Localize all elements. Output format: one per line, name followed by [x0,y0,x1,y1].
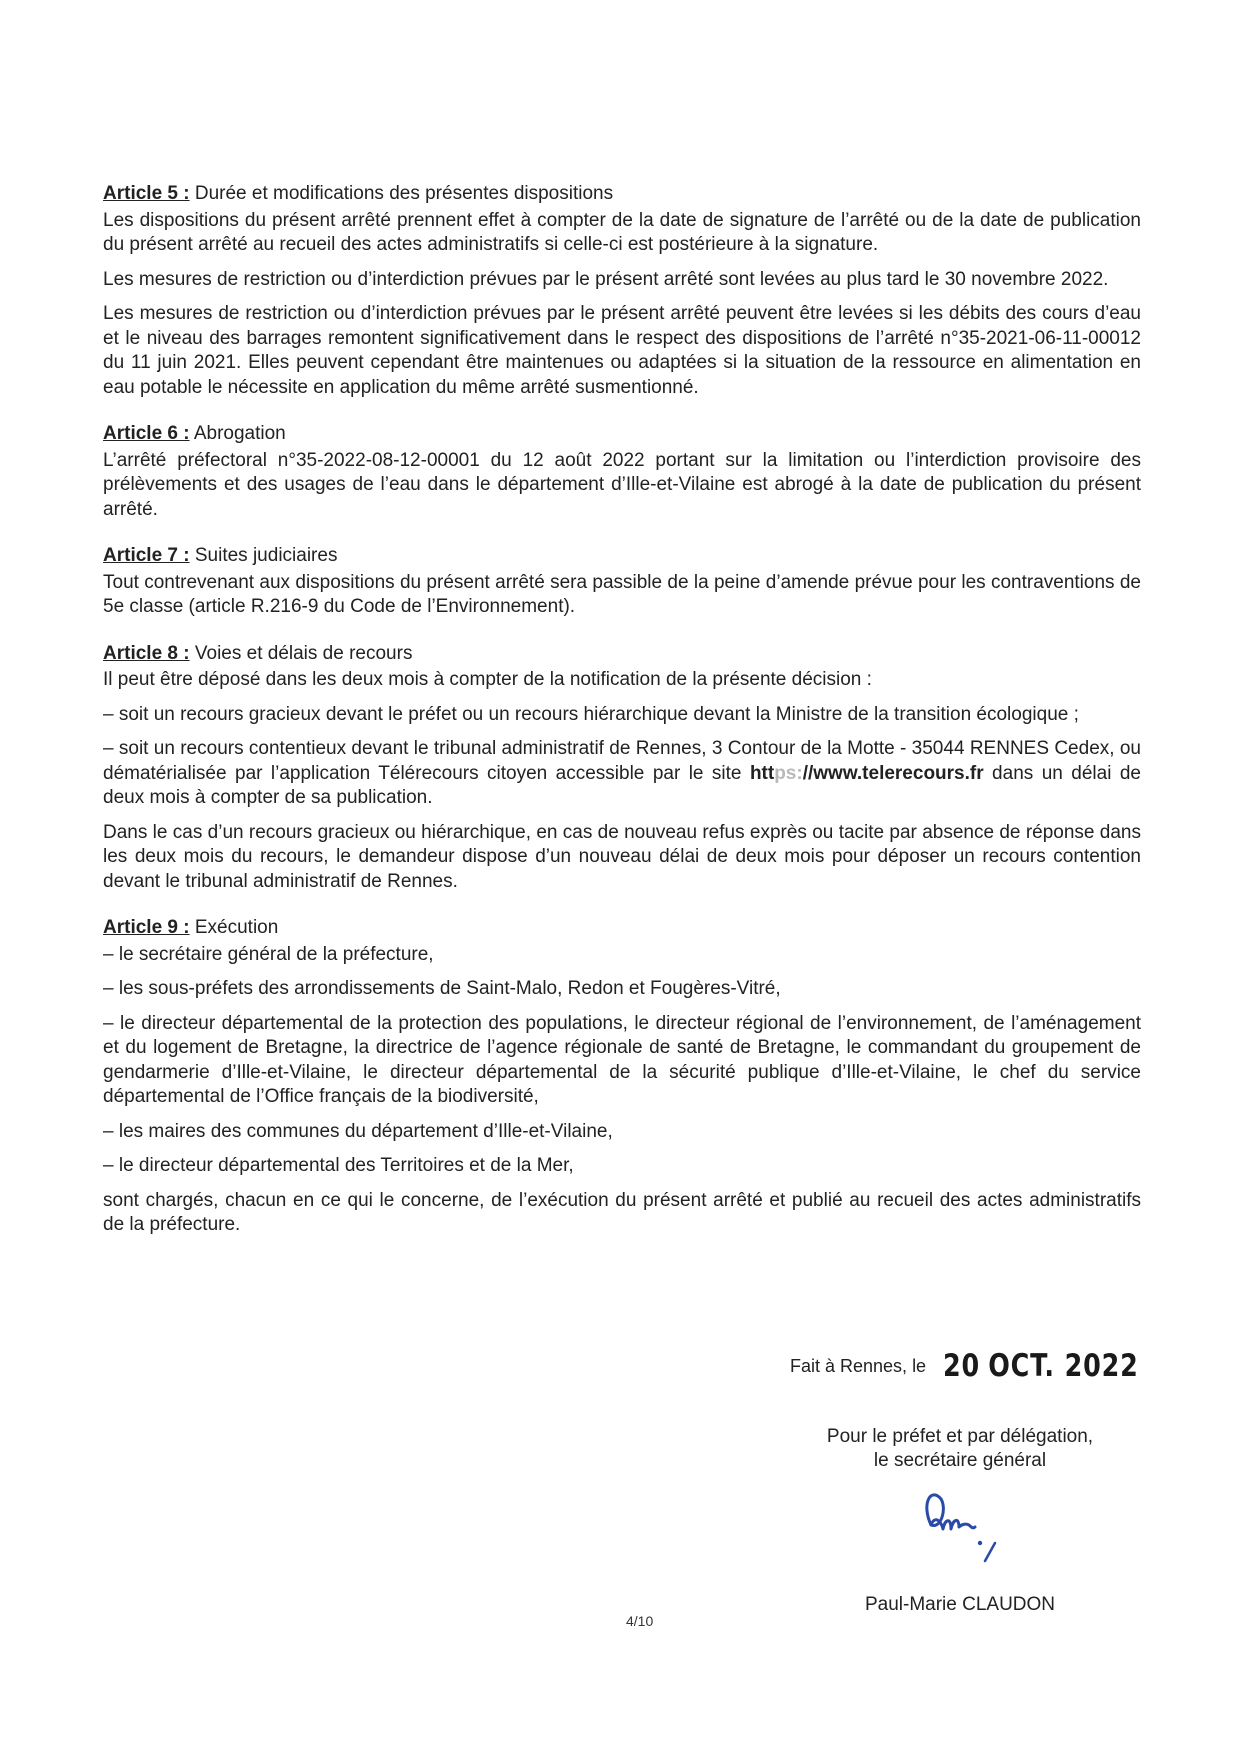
list-item: – le directeur départemental de la protection des populations, le directeur régional de l’environnement, de l’aménagement et du logement de Bretagne, la directrice de l’agence régionale de santé de Bretagne, le commandant du groupement de gendarmerie d’Ille-et-Vilaine, le directeur départemental de la sécurité publique d’Ille-et-Vilaine, le chef du service départemental de l’Office français de la biodiversité, [103,1012,1141,1107]
paragraph: – soit un recours gracieux devant le préfet ou un recours hiérarchique devant la Ministre de la transition écologique ; [103,703,1079,725]
article-title: Exécution [194,917,279,938]
article-title: Durée et modifications des présentes dispositions [194,183,614,204]
article-heading [103,916,1141,941]
paragraph: Les dispositions du présent arrêté prennent effet à compter de la date de signature de l’arrêté ou de la date de publication du présent arrêté au recueil des actes administratifs si celle-ci est postérieure à la signature. [103,209,1141,255]
article-title: Voies et délais de recours [194,642,413,664]
article-number: Article 6 : [103,423,190,444]
date-stamp-day: 20 [942,1348,980,1384]
page-number: 4/10 [626,1613,654,1629]
signature-block [790,1425,1130,1473]
article-heading [103,642,1141,667]
list-item: – les maires des communes du département d’Ille-et-Vilaine, [103,1120,613,1142]
paragraph: Les mesures de restriction ou d’interdiction prévues par le présent arrêté peuvent être levées si les débits des cours d’eau et le niveau des barrages remontent significativement dans le respect des dispositions de l’arrêté n°35-2021-06-11-00012 du 11 juin 2021. Elles peuvent cependant être maintenues ou adaptées si la situation de la ressource en alimentation en eau potable le nécessite en application du même arrêté susmentionné. [103,303,1141,398]
handwritten-signature [917,1485,1007,1570]
list-item: – le directeur départemental des Territoires et de la Mer, [103,1155,574,1176]
article-title: Suites judiciaires [194,545,338,566]
article-6 [103,422,1141,522]
recours-text: – soit un recours contentieux devant le tribunal administratif de Rennes, 3 Contour de la Motte - 35044 RENNES Cedex, ou dématérialisée par l’application Télérecours citoyen accessible par le site [103,738,1141,784]
date-stamp [943,1348,1139,1384]
signer-name: Paul-Marie CLAUDON [864,1594,1056,1615]
article-number: Article 9 : [103,917,190,938]
article-heading [103,182,1141,207]
paragraph: Il peut être déposé dans les deux mois à compter de la notification de la présente décision : [103,669,872,690]
article-number: Article 5 : [103,183,190,204]
link-part: htt [749,762,775,784]
article-heading [103,544,1141,569]
article-number: Article 8 : [103,642,190,664]
link-part: //www.telerecours.fr [802,762,984,784]
date-label: Fait à Rennes, le [790,1356,927,1376]
article-5 [103,182,1141,400]
paragraph: Dans le cas d’un recours gracieux ou hiérarchique, en cas de nouveau refus exprès ou tacite par absence de réponse dans les deux mois du recours, le demandeur dispose d’un nouveau délai de deux mois pour déposer un recours contention devant le tribunal administratif de Rennes. [103,821,1141,892]
article-7 [103,544,1141,620]
date-line [790,1348,1181,1384]
article-heading [103,422,1141,447]
closing-paragraph: sont chargés, chacun en ce qui le concerne, de l’exécution du présent arrêté et publié au recueil des actes administratifs de la préfecture. [103,1189,1141,1235]
recours-text: dans un délai de deux mois à compter de sa publication. [103,762,1141,808]
link-part-faded: ps: [774,762,803,784]
delegation-line: Pour le préfet et par délégation, [826,1426,1094,1447]
document-body [103,182,1141,1238]
paragraph-recours-contentieux [103,737,1141,811]
paragraph: Les mesures de restriction ou d’interdiction prévues par le présent arrêté sont levées au plus tard le 30 novembre 2022. [103,268,1109,290]
date-stamp-month-year: OCT. 2022 [987,1348,1139,1384]
list-item: – le secrétaire général de la préfecture, [103,943,434,965]
secretary-title: le secrétaire général [873,1450,1047,1471]
article-9 [103,916,1141,1179]
article-number: Article 7 : [103,545,190,566]
paragraph: L’arrêté préfectoral n°35-2022-08-12-00001 du 12 août 2022 portant sur la limitation ou l’interdiction provisoire des prélèvements et des usages de l’eau dans le département d’Ille-et-Vilaine est abrogé à la date de publication du présent arrêté. [103,449,1141,520]
paragraph: Tout contrevenant aux dispositions du présent arrêté sera passible de la peine d’amende prévue pour les contraventions de 5e classe (article R.216-9 du Code de l’Environnement). [103,571,1141,617]
article-title: Abrogation [193,423,286,444]
list-item: – les sous-préfets des arrondissements de Saint-Malo, Redon et Fougères-Vitré, [103,978,781,999]
article-8 [103,642,1141,895]
telerecours-link[interactable] [750,763,984,784]
